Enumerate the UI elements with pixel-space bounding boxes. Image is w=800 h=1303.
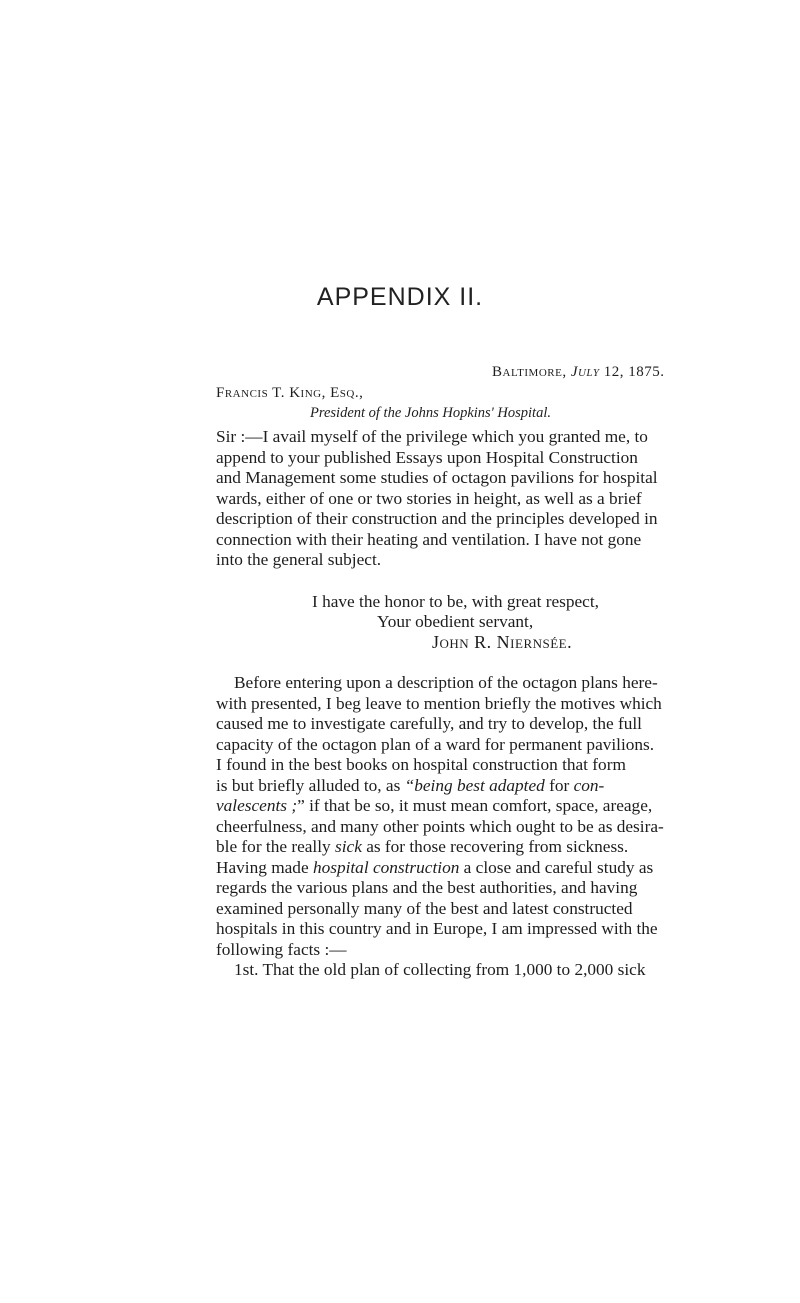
body-line: caused me to investigate carefully, and try to develop, the full (216, 714, 642, 733)
dateline-month: July (570, 364, 600, 380)
letter-line: append to your published Essays upon Hospital Construction (216, 447, 638, 467)
body-text: is but briefly alluded to, as (216, 775, 405, 795)
letter-line: into the general subject. (216, 550, 382, 569)
body-text: a close and careful study as (459, 857, 654, 877)
letter-line: connection with their heating and ventilation. I have not gone (216, 529, 642, 549)
body-line (216, 837, 628, 858)
body-line: examined personally many of the best and latest constructed (216, 898, 633, 918)
page-heading: APPENDIX II. (316, 283, 484, 311)
addressee-name: Francis T. King, Esq., (216, 385, 364, 401)
addressee-title: President of the Johns Hopkins' Hospital. (310, 405, 551, 421)
body-emphasis: hospital construction (312, 857, 460, 877)
body-line: 1st. That the old plan of collecting from 1,000 to 2,000 sick (234, 960, 646, 979)
body-emphasis: valescents ; (216, 796, 298, 815)
body-emphasis: con- (573, 775, 605, 795)
signature: John R. Niernsée. (432, 632, 573, 652)
body-text: Having made (216, 857, 313, 877)
body-line (216, 858, 653, 879)
body-text: ” if that be so, it must mean comfort, space, areage, (297, 796, 653, 815)
letter-line: wards, either of one or two stories in height, as well as a brief (216, 488, 642, 508)
body-text: as for those recovering from sickness. (361, 837, 629, 856)
body-line: cheerfulness, and many other points which ought to be as desira- (216, 816, 664, 836)
body-line: capacity of the octagon plan of a ward for permanent pavilions. (216, 734, 655, 754)
letter-closing: I have the honor to be, with great respect, (312, 592, 599, 611)
body-text: for (544, 775, 574, 795)
body-emphasis: sick (335, 837, 362, 856)
body-line: following facts :— (216, 939, 347, 959)
letter-line: Sir :—I avail myself of the privilege which you granted me, to (216, 427, 648, 446)
dateline-place: Baltimore, (492, 364, 567, 380)
body-line: I found in the best books on hospital construction that form (216, 755, 626, 774)
letter-line: and Management some studies of octagon pavilions for hospital (216, 468, 658, 487)
letter-valediction: Your obedient servant, (377, 612, 534, 631)
body-line: with presented, I beg leave to mention briefly the motives which (216, 693, 662, 713)
body-emphasis: “being best adapted (404, 775, 545, 795)
body-line (216, 796, 652, 817)
body-line: Before entering upon a description of the octagon plans here- (234, 673, 658, 692)
dateline (492, 364, 664, 381)
letter-line: description of their construction and the principles developed in (216, 509, 658, 528)
dateline-date: 12, 1875. (603, 364, 665, 380)
body-line: hospitals in this country and in Europe, I am impressed with the (216, 919, 658, 938)
body-text: ble for the really (216, 837, 335, 856)
body-line: regards the various plans and the best authorities, and having (216, 878, 638, 897)
body-line (216, 776, 604, 797)
